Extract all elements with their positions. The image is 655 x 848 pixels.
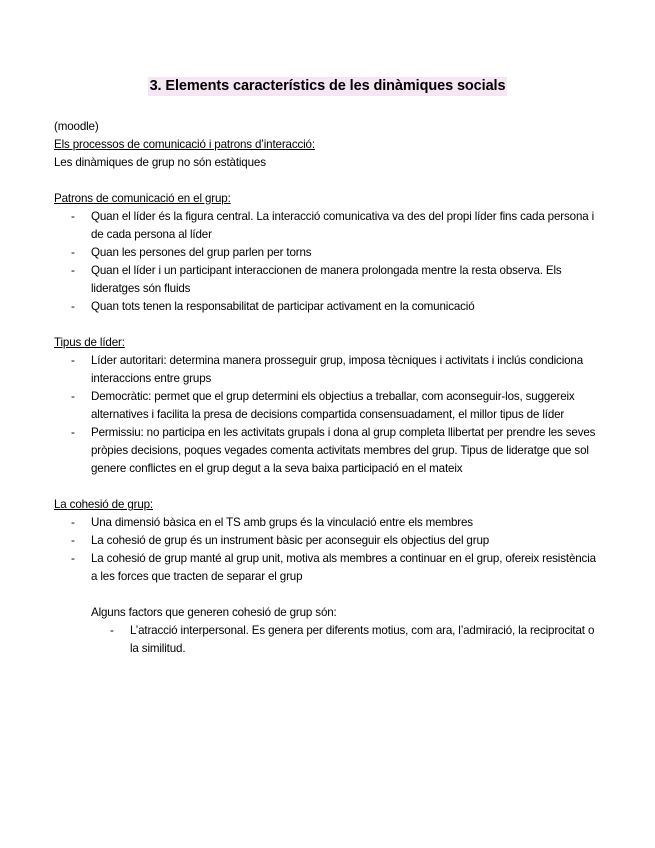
list-item: - Quan tots tenen la responsabilitat de participar activament en la comunicació [54, 298, 599, 316]
group-cohesion-list [54, 514, 599, 586]
spacer [54, 316, 599, 334]
spacer [54, 172, 599, 190]
section-text-communication-processes: Les dinàmiques de grup no són estàtiques [54, 156, 266, 169]
section-heading-communication-patterns: Patrons de comunicació en el grup: [54, 192, 231, 205]
communication-patterns-list [54, 208, 599, 316]
document-body [54, 118, 599, 658]
spacer [54, 586, 599, 604]
list-item: - Quan les persones del grup parlen per torns [54, 244, 599, 262]
cohesion-factors-list [54, 622, 599, 658]
list-item: - Quan el líder és la figura central. La interacció comunicativa va des del propi líder fins cada persona i de cada persona al líder [54, 208, 599, 244]
list-item: - La cohesió de grup manté al grup unit, motiva als membres a continuar en el grup, ofereix resistència a les forces que tracten de separar el grup [54, 550, 599, 586]
list-item: - L’atracció interpersonal. Es genera per diferents motius, com ara, l’admiració, la reciprocitat o la similitud. [54, 622, 599, 658]
list-item: - La cohesió de grup és un instrument bàsic per aconseguir els objectius del grup [54, 532, 599, 550]
section-heading-leader-types: Tipus de líder: [54, 336, 125, 349]
spacer [54, 478, 599, 496]
section-heading-group-cohesion: La cohesió de grup: [54, 498, 153, 511]
source-note: (moodle) [54, 120, 99, 133]
list-item: - Líder autoritari: determina manera prosseguir grup, imposa tècniques i activitats i inclús condiciona interaccions entre grups [54, 352, 599, 388]
list-item: - Permissiu: no participa en les activitats grupals i dona al grup completa llibertat per prendre les seves pròpies decisions, poques vegades comenta activitats membres del grup. Tipus de lideratge que sol genere conflictes en el grup degut a la seva baixa participació en el mateix [54, 424, 599, 478]
list-item: - Una dimensió bàsica en el TS amb grups és la vinculació entre els membres [54, 514, 599, 532]
section-heading-communication-processes: Els processos de comunicació i patrons d’interacció: [54, 138, 315, 151]
list-item: - Democràtic: permet que el grup determini els objectius a treballar, com aconseguir-los, suggereix alternatives i facilita la presa de decisions compartida consensuadament, el millor tipus de líder [54, 388, 599, 424]
cohesion-factors-heading: Alguns factors que generen cohesió de grup són: [91, 606, 337, 619]
leader-types-list [54, 352, 599, 478]
list-item: - Quan el líder i un participant interaccionen de manera prolongada mentre la resta observa. Els lideratges són fluids [54, 262, 599, 298]
title-wrap [0, 77, 655, 96]
page-title: 3. Elements característics de les dinàmiques socials [149, 78, 506, 94]
